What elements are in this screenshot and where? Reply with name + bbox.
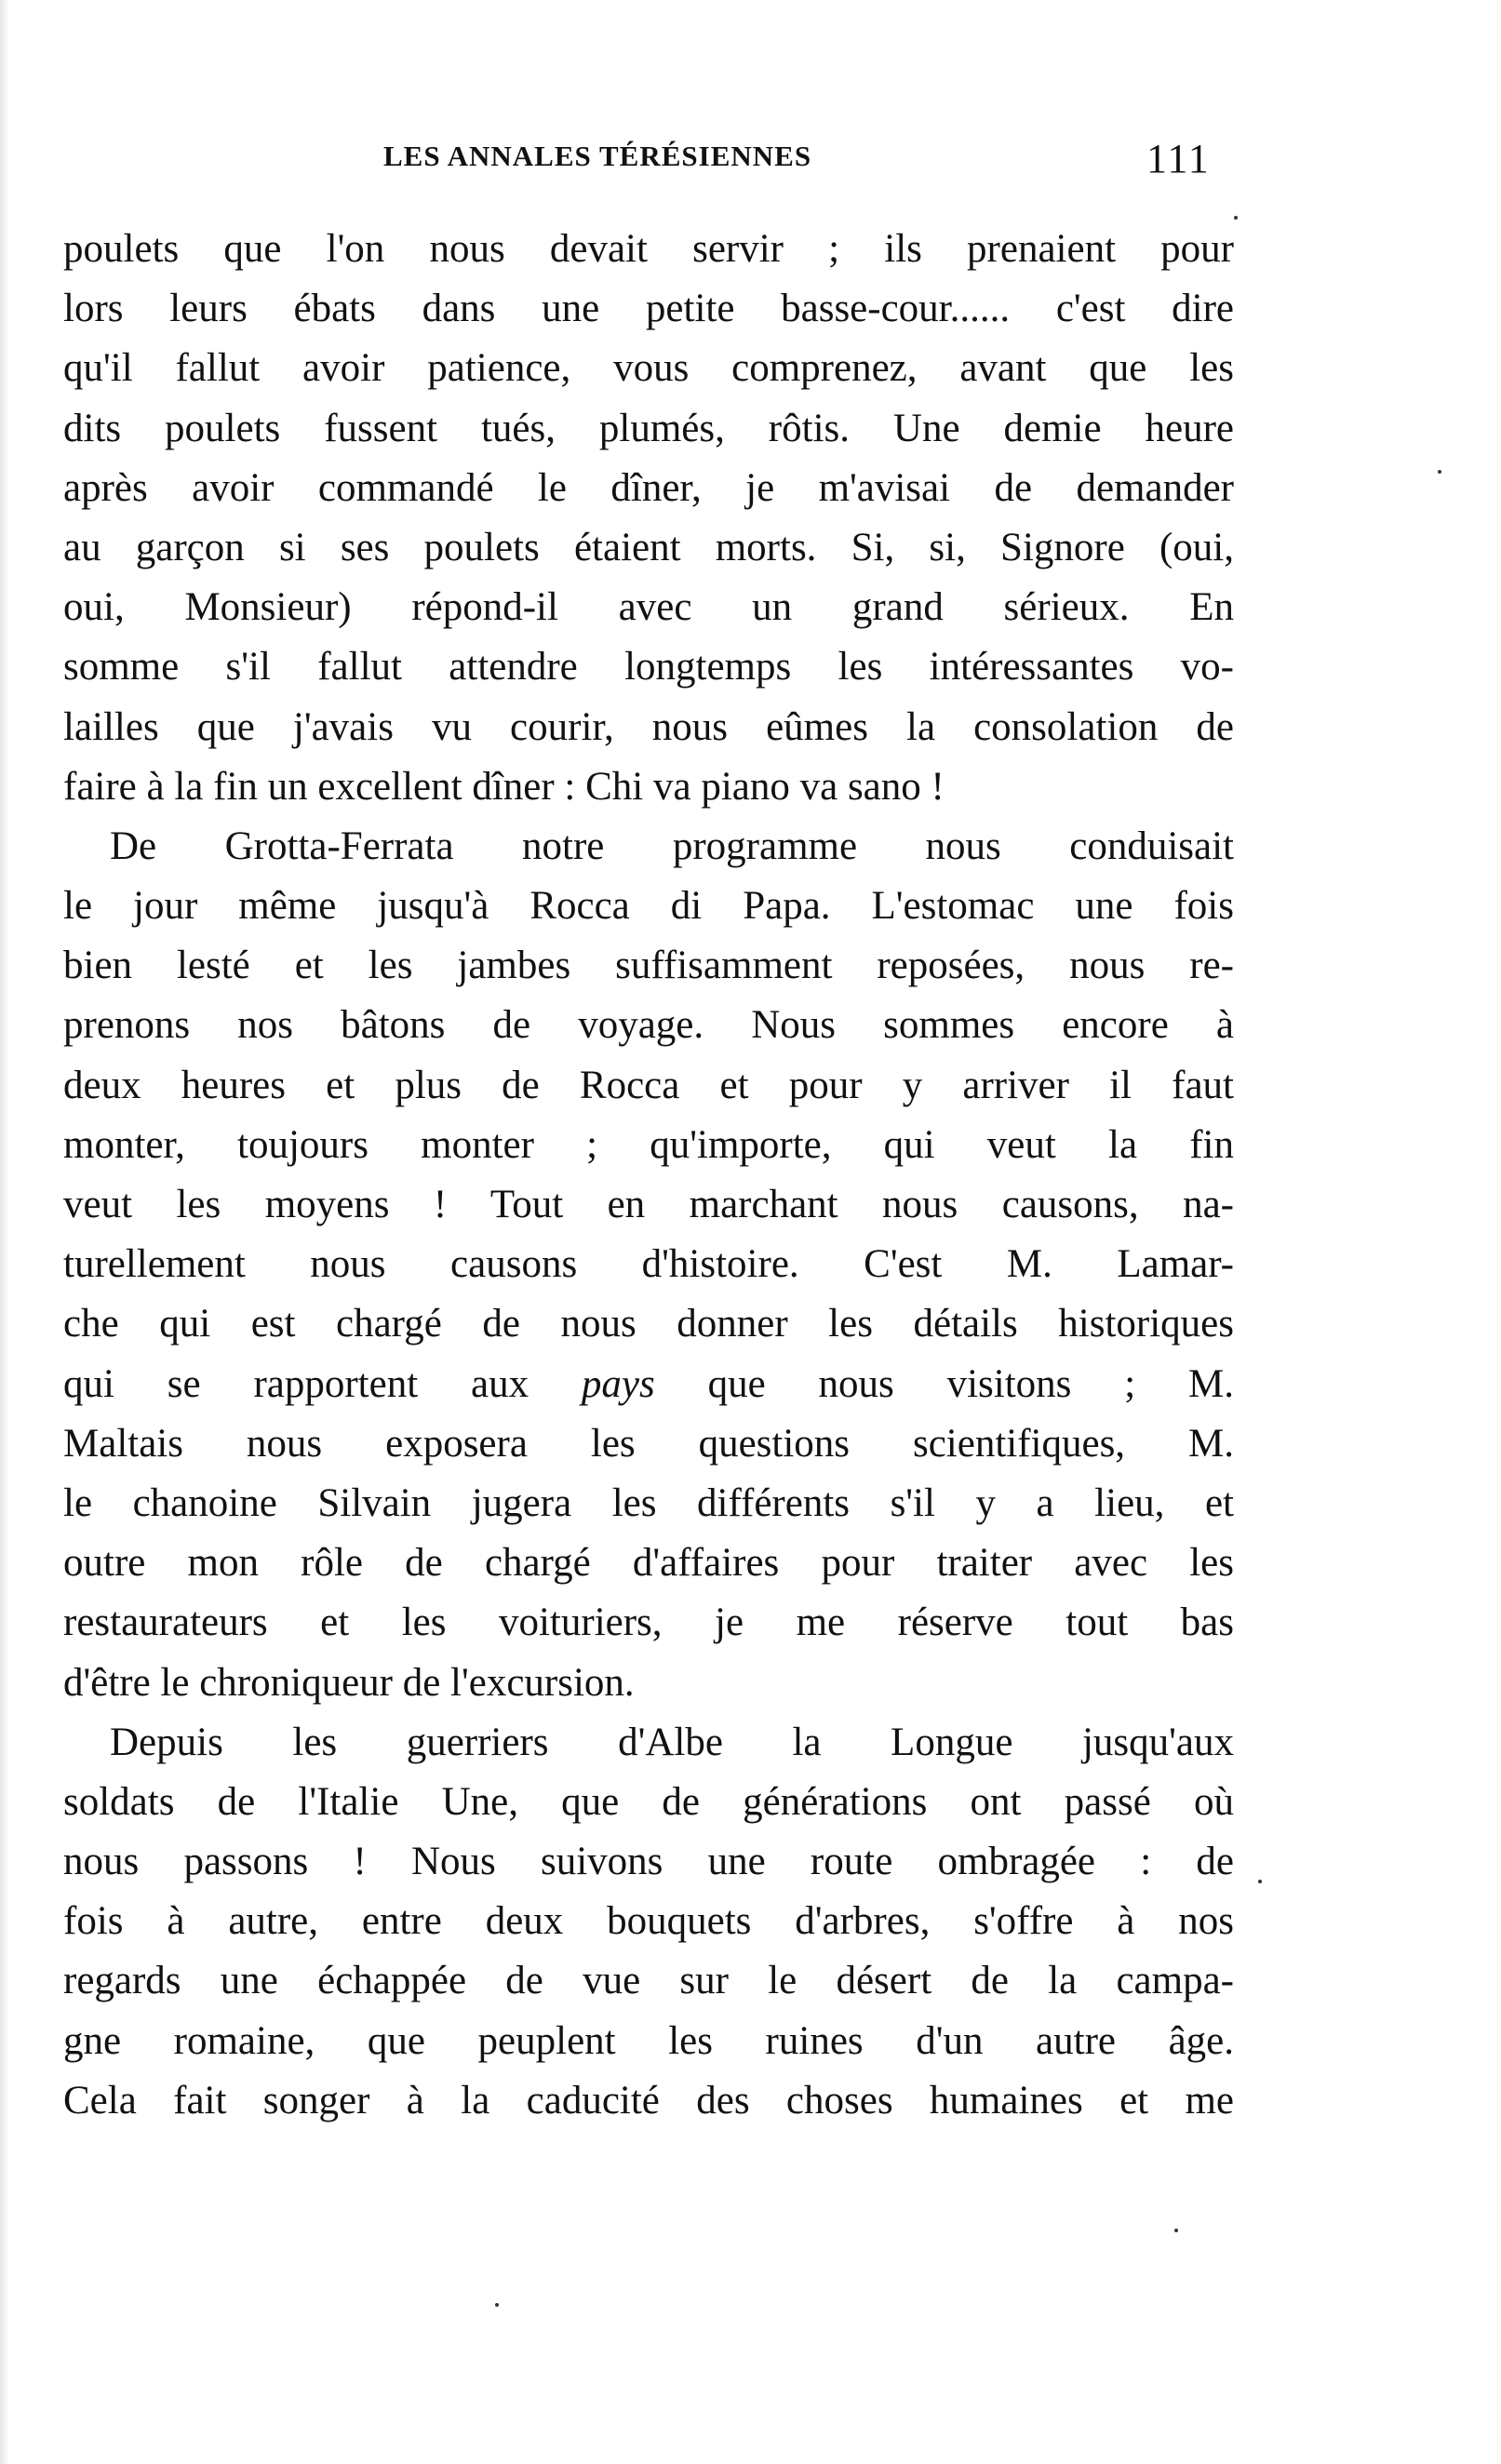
- text-line: au garçon si ses poulets étaient morts. Si, si, Signore (oui,: [63, 525, 1234, 569]
- print-speck: [1174, 2229, 1178, 2232]
- text-line: oui, Monsieur) répond-il avec un grand sérieux. En: [63, 585, 1234, 630]
- page-edge-shadow: [0, 0, 9, 2464]
- text-line: le jour même jusqu'à Rocca di Papa. L'estomac une fois: [63, 884, 1234, 929]
- page-number: 111: [1146, 136, 1211, 181]
- text-line: Cela fait songer à la caducité des choses humaines et me: [63, 2078, 1234, 2123]
- italic-word: pays: [581, 1361, 655, 1406]
- text-line: lailles que j'avais vu courir, nous eûmes la consolation de: [63, 704, 1234, 749]
- text-line: restaurateurs et les voituriers, je me réserve tout bas: [63, 1600, 1234, 1645]
- text-line: deux heures et plus de Rocca et pour y arriver il faut: [63, 1063, 1234, 1107]
- paragraph-start-line: De Grotta-Ferrata notre programme nous conduisait: [110, 824, 1234, 868]
- body-text: [63, 220, 1234, 2131]
- print-speck: [1438, 470, 1441, 474]
- text-line: veut les moyens ! Tout en marchant nous causons, na-: [63, 1183, 1234, 1226]
- text-line: qu'il fallut avoir patience, vous comprenez, avant que les: [63, 346, 1234, 391]
- text-line: monter, toujours monter ; qu'importe, qui veut la fin: [63, 1122, 1234, 1167]
- text-line: regards une échappée de vue sur le désert de la campa-: [63, 1959, 1234, 2003]
- text-line: gne romaine, que peuplent les ruines d'un autre âge.: [63, 2018, 1234, 2063]
- text-line: lors leurs ébats dans une petite basse-cour...... c'est dire: [63, 287, 1234, 331]
- text-line: somme s'il fallut attendre longtemps les intéressantes vo-: [63, 645, 1234, 690]
- text-line: soldats de l'Italie Une, que de générations ont passé où: [63, 1779, 1234, 1824]
- text-line: le chanoine Silvain jugera les différents s'il y a lieu, et: [63, 1480, 1234, 1525]
- print-speck: [495, 2303, 499, 2307]
- print-speck: [1258, 1880, 1262, 1883]
- text-line: outre mon rôle de chargé d'affaires pour traiter avec les: [63, 1541, 1234, 1586]
- text-line: bien lesté et les jambes suffisamment reposées, nous re-: [63, 944, 1234, 988]
- text-line: Maltais nous exposera les questions scientifiques, M.: [63, 1421, 1234, 1466]
- running-title: LES ANNALES TÉRÉSIENNES: [383, 140, 812, 172]
- text-line: prenons nos bâtons de voyage. Nous sommes encore à: [63, 1003, 1234, 1048]
- paragraph-start-line: Depuis les guerriers d'Albe la Longue jusqu'aux: [110, 1720, 1234, 1764]
- text-line: che qui est chargé de nous donner les détails historiques: [63, 1302, 1234, 1346]
- text-line: turellement nous causons d'histoire. C'est M. Lamar-: [63, 1242, 1234, 1287]
- text-line: d'être le chroniqueur de l'excursion.: [63, 1660, 635, 1705]
- text-line: fois à autre, entre deux bouquets d'arbres, s'offre à nos: [63, 1899, 1234, 1944]
- text-line: dits poulets fussent tués, plumés, rôtis. Une demie heure: [63, 406, 1234, 450]
- text-line: poulets que l'on nous devait servir ; ils prenaient pour: [63, 227, 1234, 271]
- print-speck: [1234, 216, 1238, 220]
- text-line: nous passons ! Nous suivons une route ombragée : de: [63, 1840, 1234, 1884]
- text-line: qui se rapportent aux pays que nous visitons ; M.: [63, 1361, 1234, 1406]
- text-line: après avoir commandé le dîner, je m'avisai de demander: [63, 465, 1234, 510]
- text-line: faire à la fin un excellent dîner : Chi va piano va sano !: [63, 764, 945, 809]
